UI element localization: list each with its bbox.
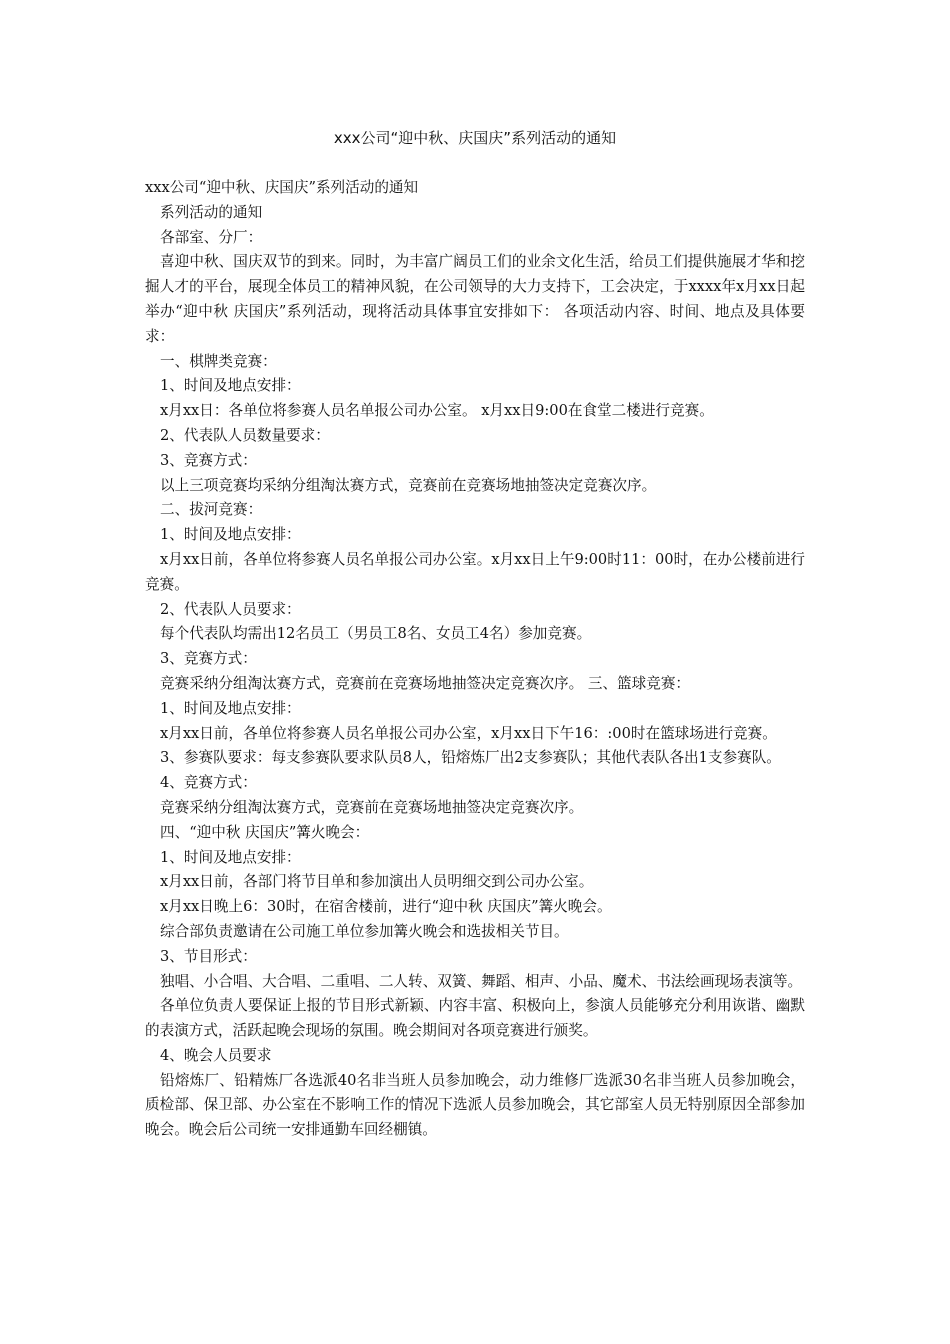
body-paragraph: x月xx日：各单位将参赛人员名单报公司办公室。 x月xx日9:00在食堂二楼进行竞赛。: [160, 402, 714, 420]
body-paragraph: 4、晚会人员要求: [160, 1046, 272, 1064]
body-paragraph: 各部室、分厂：: [160, 228, 263, 246]
body-paragraph: 系列活动的通知: [160, 203, 263, 221]
body-paragraph: 2、代表队人员要求：: [160, 600, 301, 618]
section-heading: 四、“迎中秋 庆国庆”篝火晚会：: [160, 823, 370, 841]
document-title: xxx公司“迎中秋、庆国庆”系列活动的通知: [333, 129, 617, 147]
body-paragraph: 竞赛采纳分组淘汰赛方式，竞赛前在竞赛场地抽签决定竞赛次序。 三、篮球竞赛：: [160, 674, 691, 692]
body-paragraph: x月xx日前，各单位将参赛人员名单报公司办公室。x月xx日上午9:00时11：00时，在办公楼前进行竞赛。: [145, 550, 805, 593]
body-paragraph: 每个代表队均需出12名员工（男员工8名、女员工4名）参加竞赛。: [160, 625, 592, 643]
body-paragraph: 1、时间及地点安排：: [160, 526, 301, 544]
body-paragraph: 3、竞赛方式：: [160, 451, 257, 469]
section-heading: 一、棋牌类竞赛：: [160, 352, 277, 370]
body-paragraph: 2、代表队人员数量要求：: [160, 426, 330, 444]
body-paragraph: x月xx日前，各部门将节目单和参加演出人员明细交到公司办公室。: [160, 873, 594, 891]
body-paragraph: 以上三项竞赛均采纳分组淘汰赛方式，竞赛前在竞赛场地抽签决定竞赛次序。: [160, 476, 657, 494]
body-paragraph: 1、时间及地点安排：: [160, 848, 301, 866]
body-paragraph: x月xx日晚上6：30时，在宿舍楼前，进行“迎中秋 庆国庆”篝火晚会。: [160, 898, 612, 916]
section-heading: 二、拔河竞赛：: [160, 501, 263, 519]
body-paragraph: 综合部负责邀请在公司施工单位参加篝火晚会和选拔相关节目。: [160, 922, 569, 940]
body-paragraph: 3、参赛队要求：每支参赛队要求队员8人，铅熔炼厂出2支参赛队；其他代表队各出1支参赛队。: [160, 749, 781, 767]
body-paragraph: 3、竞赛方式：: [160, 650, 257, 668]
body-paragraph: 竞赛采纳分组淘汰赛方式，竞赛前在竞赛场地抽签决定竞赛次序。: [160, 798, 584, 816]
body-paragraph: 各单位负责人要保证上报的节目形式新颖、内容丰富、积极向上，参演人员能够充分利用诙谐、幽默的表演方式，活跃起晚会现场的氛围。晚会期间对各项竞赛进行颁奖。: [145, 997, 805, 1040]
body-paragraph: 3、节目形式：: [160, 947, 257, 965]
body-paragraph: 铅熔炼厂、铅精炼厂各选派40名非当班人员参加晚会，动力维修厂选派30名非当班人员参加晚会，质检部、保卫部、办公室在不影响工作的情况下选派人员参加晚会，其它部室人员无特别原因全部参加晚会。晚会后公司统一安排通勤车回经棚镇。: [145, 1071, 805, 1139]
body-paragraph: 独唱、小合唱、大合唱、二重唱、二人转、双簧、舞蹈、相声、小品、魔术、书法绘画现场表演等。: [160, 972, 803, 990]
body-paragraph: x月xx日前，各单位将参赛人员名单报公司办公室，x月xx日下午16：:00时在篮球场进行竞赛。: [160, 724, 777, 742]
body-paragraph: 1、时间及地点安排：: [160, 699, 301, 717]
body-paragraph: 4、竞赛方式：: [160, 774, 257, 792]
body-paragraph: 1、时间及地点安排：: [160, 377, 301, 395]
body-paragraph: xxx公司“迎中秋、庆国庆”系列活动的通知: [145, 179, 419, 196]
body-paragraph: 喜迎中秋、国庆双节的到来。同时，为丰富广阔员工们的业余文化生活，给员工们提供施展才华和挖掘人才的平台，展现全体员工的精神风貌，在公司领导的大力支持下，工会决定，于xxxx年x月xx日起举办“迎中秋 庆国庆”系列活动，现将活动具体事宜安排如下： 各项活动内容、时间、地点及具体要求：: [145, 253, 805, 345]
document-body: [145, 176, 805, 1143]
